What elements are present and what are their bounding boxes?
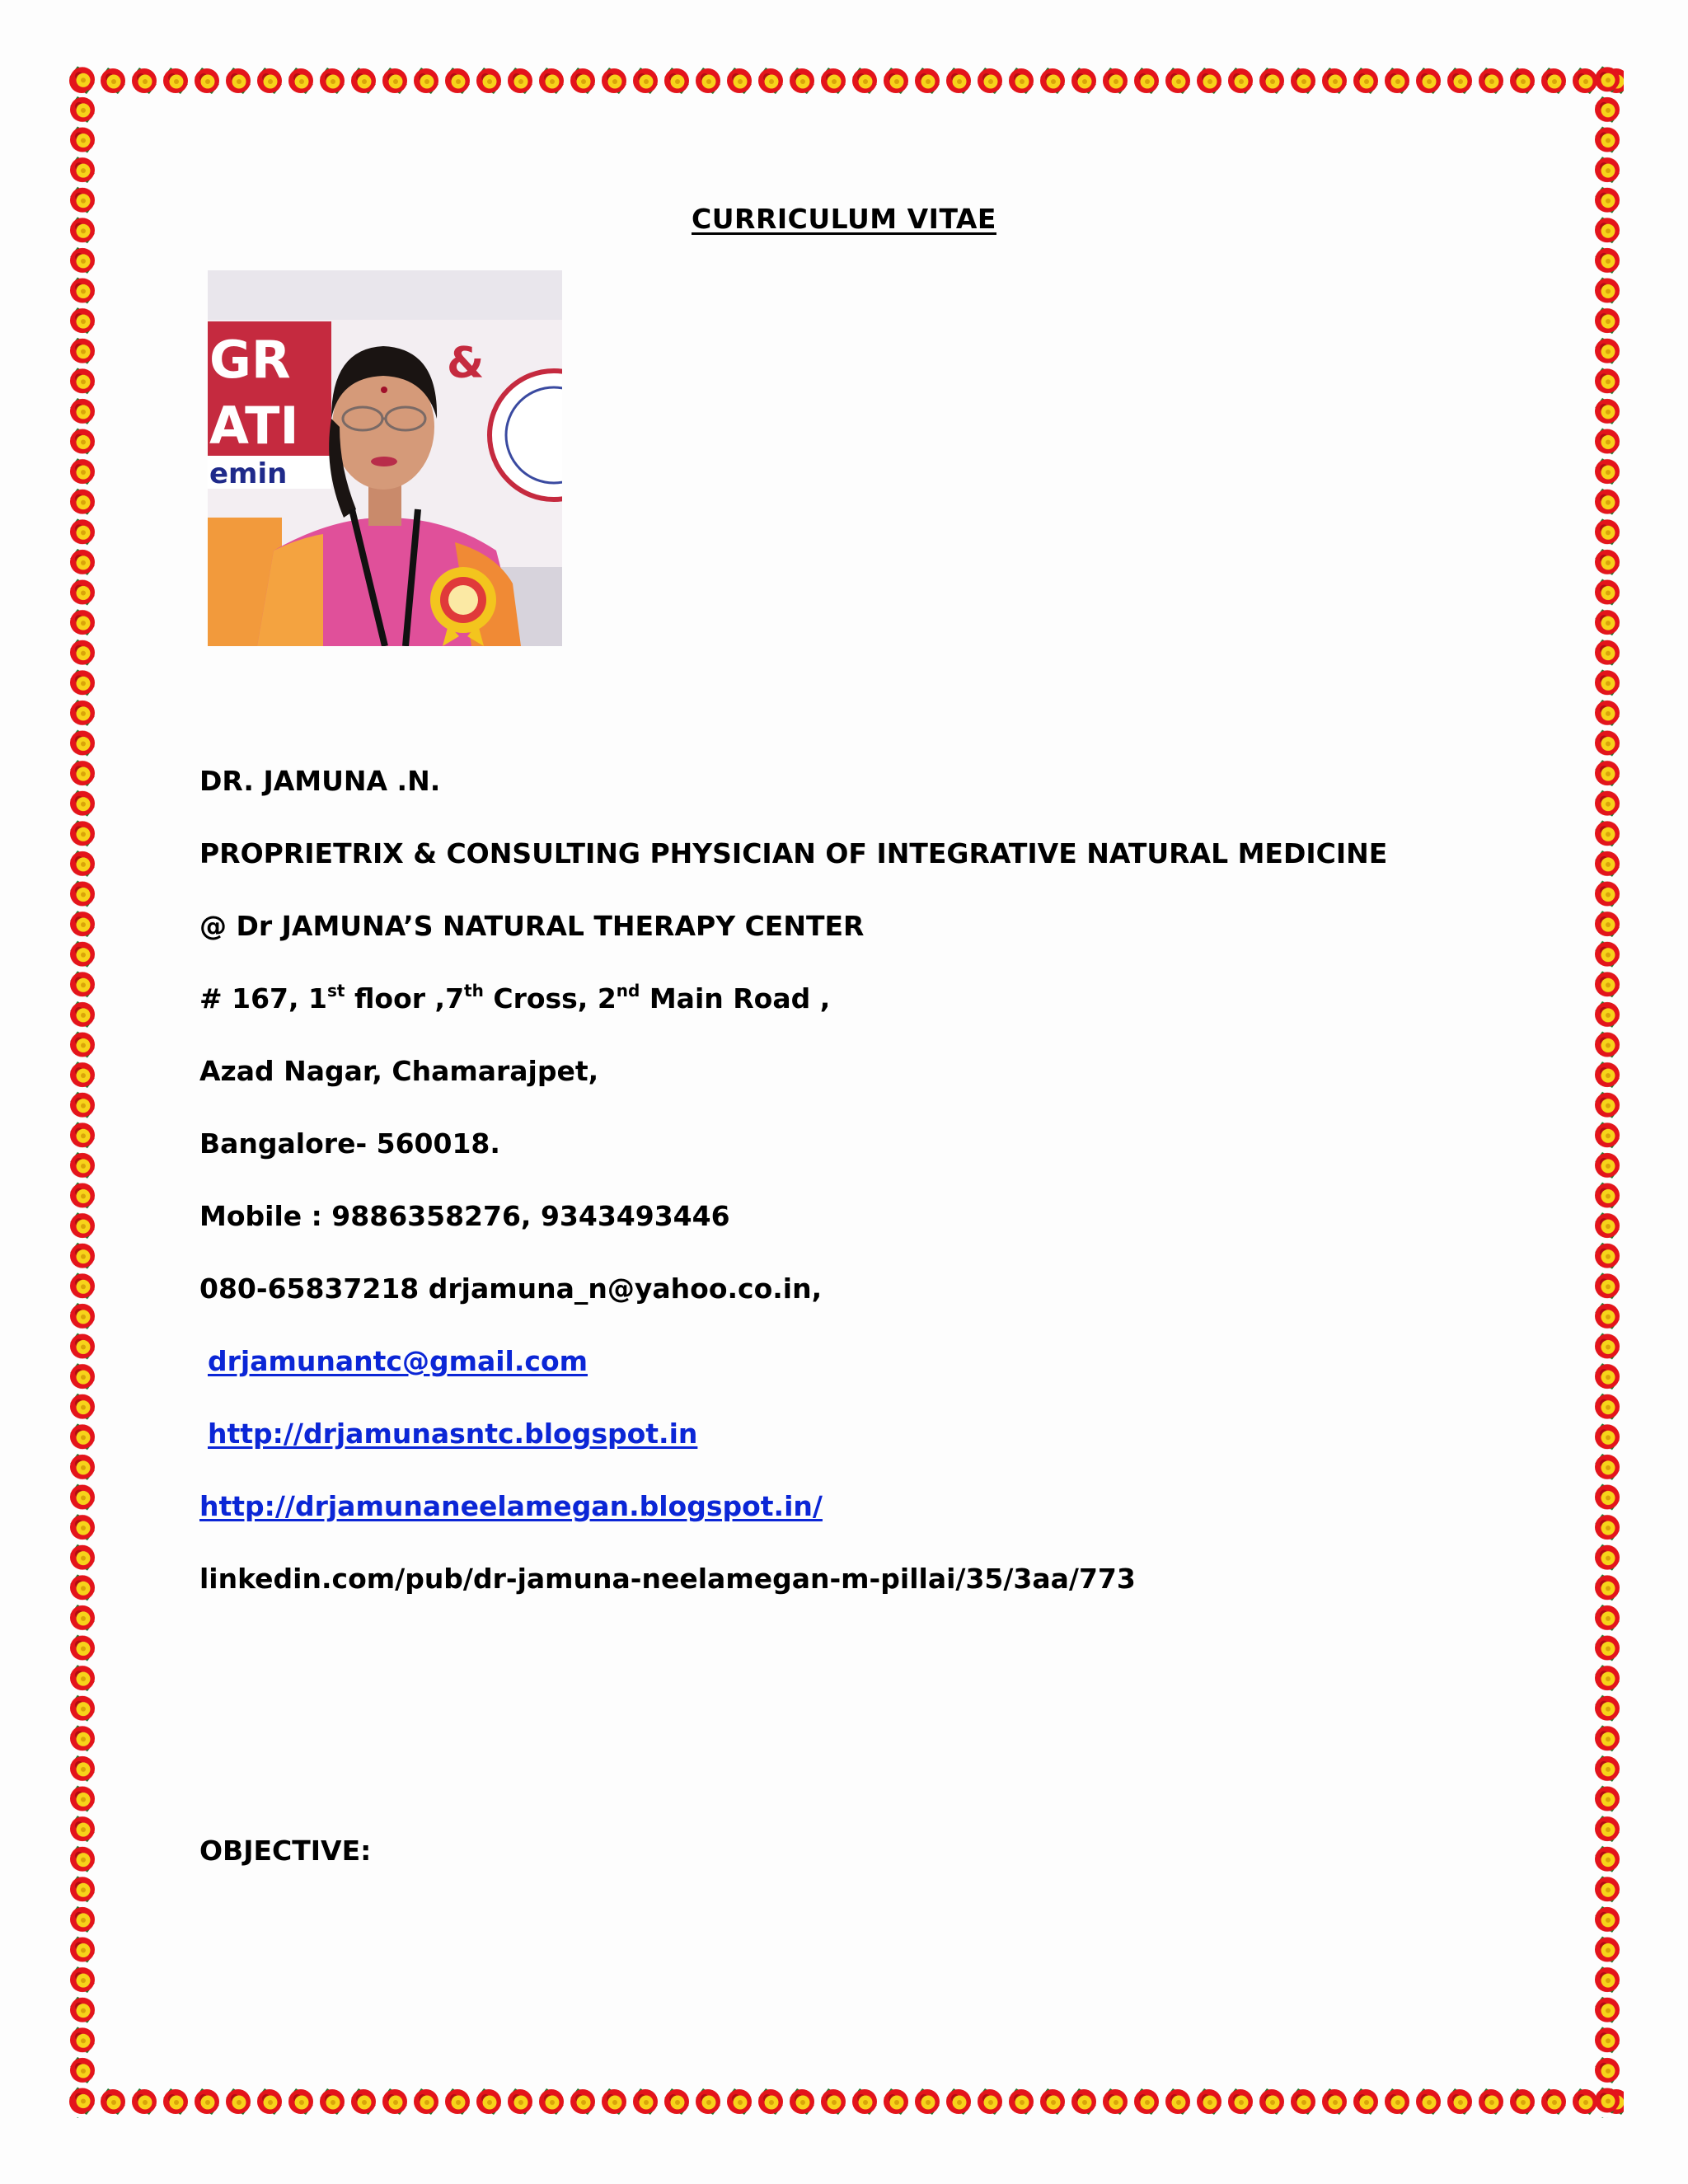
profile-photo [208,270,562,646]
flower-border-top [66,64,1624,97]
address-line-1 [199,976,1551,1048]
address-part: # 167, 1 [199,982,328,1015]
address-part: Cross, 2 [483,982,617,1015]
linkedin-line: linkedin.com/pub/dr-jamuna-neelamegan-m-pillai/35/3aa/773 [199,1563,1136,1595]
gmail-link[interactable]: drjamunantc@gmail.com [208,1345,588,1377]
address-line-2: Azad Nagar, Chamarajpet, [199,1055,599,1087]
address-part: Main Road , [640,982,831,1015]
objective-heading: OBJECTIVE: [199,1835,372,1867]
superscript: st [327,981,345,1001]
blog2-link[interactable]: http://drjamunaneelamegan.blogspot.in/ [199,1490,823,1522]
superscript: nd [616,981,640,1001]
svg-text:emin: emin [209,457,288,490]
gmail-line [199,1338,1551,1411]
phone-email-line: 080-65837218 drjamuna_n@yahoo.co.in, [199,1272,823,1305]
blog2-line [199,1483,1551,1556]
document-title [0,203,1688,235]
flower-border-bottom [66,2085,1624,2118]
blog1-line [199,1411,1551,1483]
flower-border-right [1591,64,1624,2118]
center-line: @ Dr JAMUNA’S NATURAL THERAPY CENTER [199,910,865,942]
superscript: th [464,981,484,1001]
svg-text:GR: GR [209,330,291,390]
contact-details [199,758,1551,1629]
mobile-line: Mobile : 9886358276, 9343493446 [199,1200,730,1232]
flower-border-left [66,64,99,2118]
address-line-3: Bangalore- 560018. [199,1127,500,1160]
designation-line: PROPRIETRIX & CONSULTING PHYSICIAN OF INTEGRATIVE NATURAL MEDICINE [199,837,1388,869]
svg-text:ATI: ATI [209,396,299,456]
address-part: floor ,7 [345,982,465,1015]
blog1-link[interactable]: http://drjamunasntc.blogspot.in [208,1418,698,1450]
name-line: DR. JAMUNA .N. [199,765,441,797]
svg-text:&: & [447,339,485,388]
title-text: CURRICULUM VITAE [692,203,996,235]
